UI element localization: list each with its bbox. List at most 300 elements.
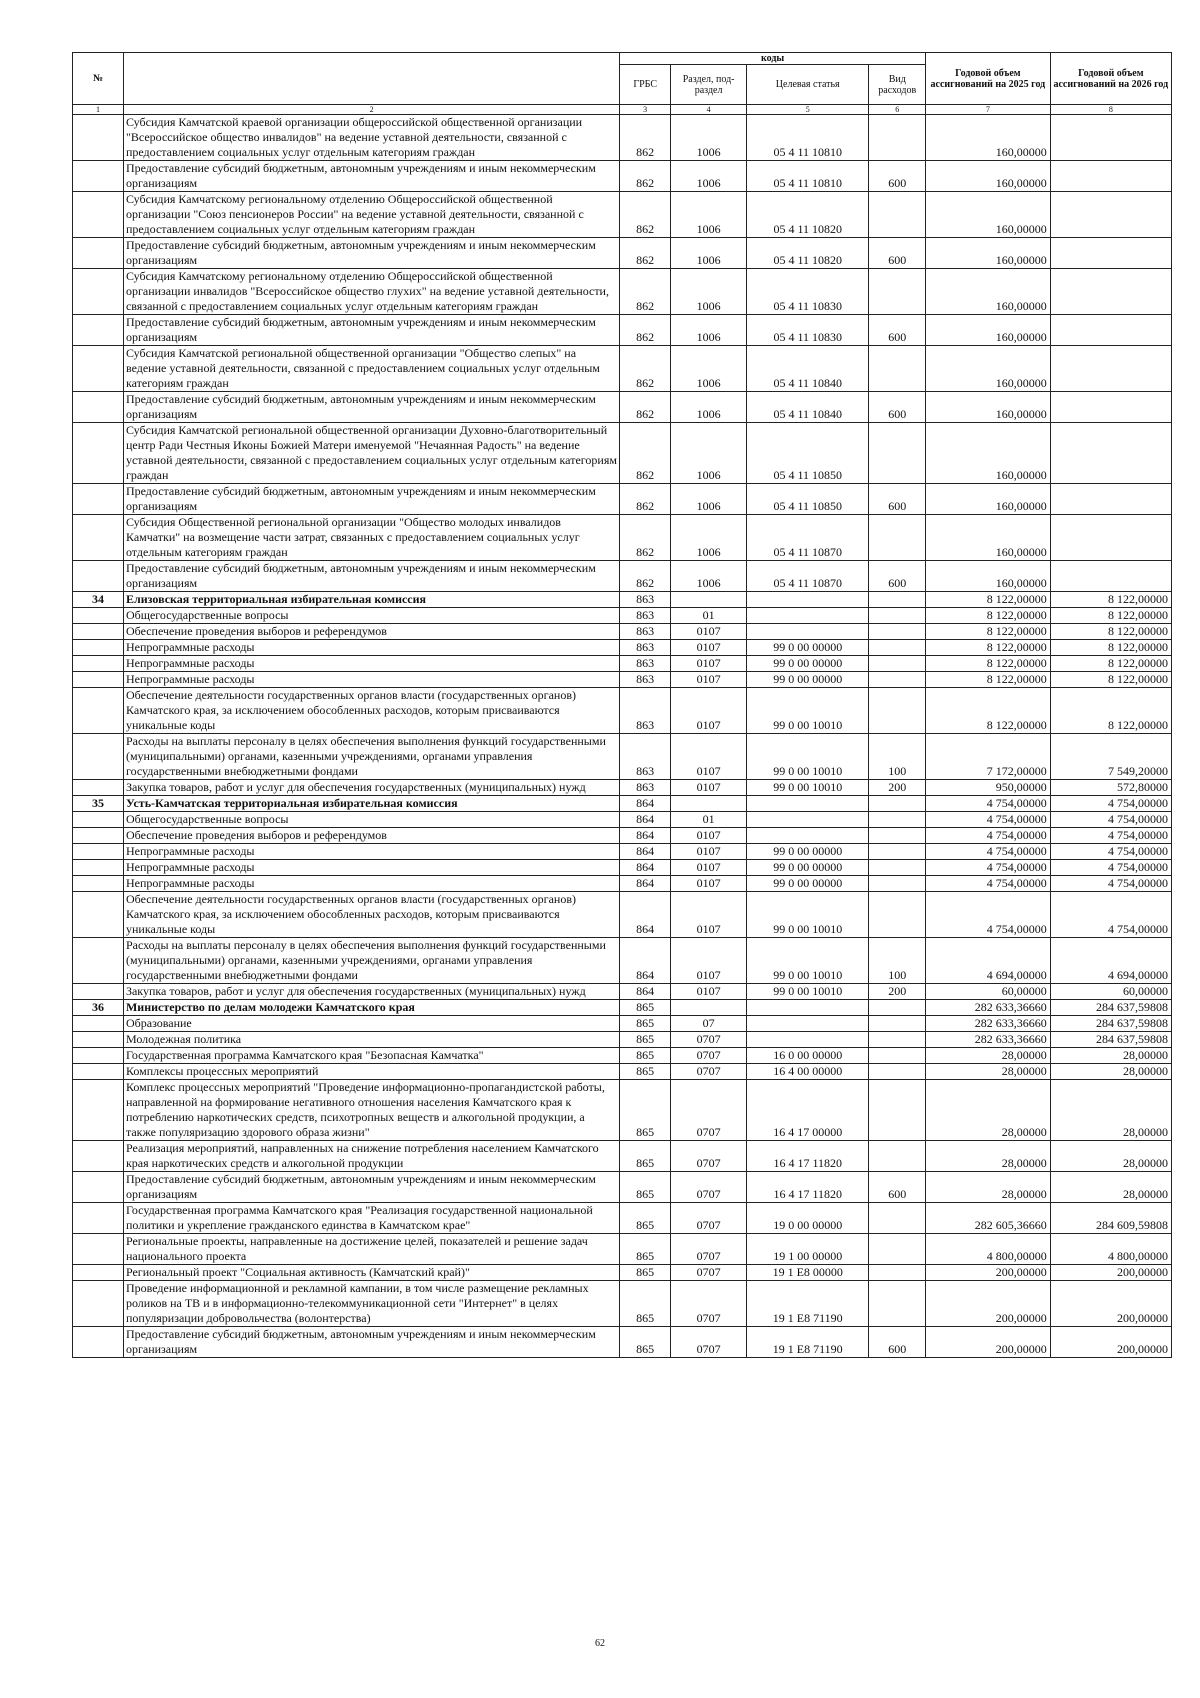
table-row (73, 392, 1172, 423)
row-vid (869, 1141, 926, 1172)
row-vid (869, 1203, 926, 1234)
row-amount-2025: 160,00000 (926, 484, 1051, 515)
table-row (73, 238, 1172, 269)
row-statya: 16 4 17 11820 (747, 1141, 869, 1172)
table-row (73, 561, 1172, 592)
row-name: Субсидия Камчатской краевой организации общероссийской общественной организации "Всероссийское общество инвалидов" на ведение уставной деятельности, связанной с предоставлением социальных услуг отдельным категориям граждан (123, 115, 619, 161)
row-amount-2025: 160,00000 (926, 269, 1051, 315)
row-name: Молодежная политика (123, 1032, 619, 1048)
row-amount-2025: 8 122,00000 (926, 640, 1051, 656)
row-amount-2026 (1050, 192, 1171, 238)
row-vid (869, 269, 926, 315)
row-grbs: 865 (620, 1172, 671, 1203)
row-name: Комплекс процессных мероприятий "Проведение информационно-пропагандистской работы, направленной на формирование негативного отношения населения Камчатского края к потреблению наркотических средств, психотропных веществ и алкогольной продукции, а также популяризацию здорового образа жизни" (123, 1080, 619, 1141)
row-amount-2025: 160,00000 (926, 346, 1051, 392)
row-amount-2026 (1050, 392, 1171, 423)
row-amount-2025: 8 122,00000 (926, 592, 1051, 608)
row-grbs: 862 (620, 238, 671, 269)
row-index (73, 1203, 124, 1234)
row-name: Субсидия Камчатскому региональному отделению Общероссийской общественной организации инвалидов "Всероссийское общество глухих" на ведение уставной деятельности, связанной с предоставлением социальных услуг отдельным категориям граждан (123, 269, 619, 315)
row-amount-2026: 4 754,00000 (1050, 796, 1171, 812)
row-vid: 600 (869, 561, 926, 592)
row-statya (747, 796, 869, 812)
row-amount-2026: 8 122,00000 (1050, 640, 1171, 656)
row-statya (747, 1000, 869, 1016)
row-amount-2025: 160,00000 (926, 561, 1051, 592)
row-vid (869, 115, 926, 161)
colnum: 3 (620, 105, 671, 115)
row-grbs: 863 (620, 624, 671, 640)
row-index (73, 161, 124, 192)
row-name: Предоставление субсидий бюджетным, автономным учреждениям и иным некоммерческим организациям (123, 238, 619, 269)
row-amount-2025: 160,00000 (926, 392, 1051, 423)
row-amount-2025: 4 754,00000 (926, 844, 1051, 860)
table-row (73, 780, 1172, 796)
row-name: Региональные проекты, направленные на достижение целей, показателей и решение задач национального проекта (123, 1234, 619, 1265)
row-grbs: 862 (620, 192, 671, 238)
row-razdel: 0107 (671, 780, 747, 796)
header-2026: Годовой объем ассигнований на 2026 год (1050, 53, 1171, 105)
table-row (73, 844, 1172, 860)
row-vid (869, 656, 926, 672)
row-amount-2025: 28,00000 (926, 1172, 1051, 1203)
row-name: Субсидия Камчатскому региональному отделению Общероссийской общественной организации "Союз пенсионеров России" на ведение уставной деятельности, связанной с предоставлением социальных услуг отдельным категориям граждан (123, 192, 619, 238)
row-index (73, 1172, 124, 1203)
table-row (73, 192, 1172, 238)
row-amount-2025: 950,00000 (926, 780, 1051, 796)
table-body (73, 115, 1172, 1358)
table-row (73, 860, 1172, 876)
row-vid (869, 1281, 926, 1327)
table-row (73, 1265, 1172, 1281)
row-index: 36 (73, 1000, 124, 1016)
row-amount-2026: 200,00000 (1050, 1327, 1171, 1358)
row-razdel: 0107 (671, 984, 747, 1000)
row-grbs: 864 (620, 876, 671, 892)
row-amount-2026: 572,80000 (1050, 780, 1171, 796)
table-row (73, 423, 1172, 484)
row-name: Непрограммные расходы (123, 844, 619, 860)
row-amount-2025: 4 754,00000 (926, 876, 1051, 892)
row-vid: 600 (869, 315, 926, 346)
row-index (73, 1281, 124, 1327)
row-statya: 19 1 E8 71190 (747, 1327, 869, 1358)
row-vid (869, 1234, 926, 1265)
colnum: 5 (747, 105, 869, 115)
row-name: Предоставление субсидий бюджетным, автономным учреждениям и иным некоммерческим организациям (123, 161, 619, 192)
row-vid (869, 1016, 926, 1032)
colnum: 6 (869, 105, 926, 115)
row-index (73, 1048, 124, 1064)
row-vid (869, 688, 926, 734)
table-row (73, 1000, 1172, 1016)
row-amount-2026: 28,00000 (1050, 1064, 1171, 1080)
row-name: Усть-Камчатская территориальная избирательная комиссия (123, 796, 619, 812)
row-name: Общегосударственные вопросы (123, 608, 619, 624)
row-index (73, 315, 124, 346)
row-amount-2025: 8 122,00000 (926, 624, 1051, 640)
row-razdel: 0107 (671, 656, 747, 672)
row-index (73, 624, 124, 640)
row-amount-2026: 284 609,59808 (1050, 1203, 1171, 1234)
row-amount-2025: 4 754,00000 (926, 796, 1051, 812)
row-amount-2026 (1050, 269, 1171, 315)
row-name: Расходы на выплаты персоналу в целях обеспечения выполнения функций государственными (муниципальными) органами, казенными учреждениями, органами управления государственными внебюджетными фондами (123, 938, 619, 984)
table-row (73, 938, 1172, 984)
row-grbs: 864 (620, 828, 671, 844)
row-vid (869, 796, 926, 812)
row-grbs: 864 (620, 984, 671, 1000)
row-statya: 99 0 00 10010 (747, 938, 869, 984)
row-statya: 05 4 11 10850 (747, 423, 869, 484)
row-name: Обеспечение деятельности государственных органов власти (государственных органов) Камчатского края, за исключением обособленных расходов, которым присваиваются уникальные коды (123, 688, 619, 734)
row-razdel: 0107 (671, 624, 747, 640)
row-razdel: 1006 (671, 115, 747, 161)
row-statya: 16 4 17 11820 (747, 1172, 869, 1203)
row-amount-2025: 160,00000 (926, 192, 1051, 238)
row-index (73, 984, 124, 1000)
row-amount-2026 (1050, 484, 1171, 515)
row-index (73, 656, 124, 672)
row-index (73, 423, 124, 484)
row-amount-2026: 4 800,00000 (1050, 1234, 1171, 1265)
row-index (73, 484, 124, 515)
page-number: 62 (595, 1638, 605, 1649)
row-statya: 99 0 00 00000 (747, 656, 869, 672)
row-razdel: 0107 (671, 860, 747, 876)
header-vid: Вид расходов (869, 65, 926, 105)
row-razdel: 0707 (671, 1203, 747, 1234)
row-razdel: 0107 (671, 844, 747, 860)
row-name: Субсидия Камчатской региональной общественной организации Духовно-благотворительный центр Ради Честныя Иконы Божией Матери именуемой "Нечаянная Радость" на ведение уставной деятельности, связанной с предоставлением социальных услуг отдельным категориям граждан (123, 423, 619, 484)
row-amount-2026 (1050, 423, 1171, 484)
row-vid (869, 1000, 926, 1016)
row-amount-2026: 200,00000 (1050, 1265, 1171, 1281)
row-amount-2026: 284 637,59808 (1050, 1016, 1171, 1032)
row-razdel: 0707 (671, 1234, 747, 1265)
row-name: Непрограммные расходы (123, 640, 619, 656)
row-name: Непрограммные расходы (123, 860, 619, 876)
row-grbs: 865 (620, 1234, 671, 1265)
row-razdel: 1006 (671, 269, 747, 315)
row-vid: 100 (869, 938, 926, 984)
row-amount-2025: 8 122,00000 (926, 656, 1051, 672)
row-index (73, 828, 124, 844)
row-vid (869, 860, 926, 876)
table-row (73, 812, 1172, 828)
row-vid (869, 624, 926, 640)
row-razdel (671, 1000, 747, 1016)
row-vid (869, 1265, 926, 1281)
row-vid (869, 672, 926, 688)
row-amount-2026: 28,00000 (1050, 1141, 1171, 1172)
row-vid: 100 (869, 734, 926, 780)
budget-table-sheet (72, 52, 1172, 1358)
row-razdel: 1006 (671, 515, 747, 561)
row-grbs: 865 (620, 1064, 671, 1080)
row-grbs: 865 (620, 1281, 671, 1327)
row-grbs: 862 (620, 269, 671, 315)
table-row (73, 608, 1172, 624)
row-statya: 05 4 11 10840 (747, 346, 869, 392)
row-name: Региональный проект "Социальная активность (Камчатский край)" (123, 1265, 619, 1281)
row-statya: 05 4 11 10810 (747, 161, 869, 192)
row-razdel: 1006 (671, 238, 747, 269)
row-amount-2025: 160,00000 (926, 238, 1051, 269)
row-amount-2025: 282 633,36660 (926, 1032, 1051, 1048)
row-statya: 19 1 00 00000 (747, 1234, 869, 1265)
row-grbs: 862 (620, 161, 671, 192)
row-razdel: 0107 (671, 828, 747, 844)
row-amount-2025: 8 122,00000 (926, 608, 1051, 624)
row-vid (869, 592, 926, 608)
row-grbs: 862 (620, 515, 671, 561)
row-index (73, 1016, 124, 1032)
row-name: Общегосударственные вопросы (123, 812, 619, 828)
row-grbs: 863 (620, 688, 671, 734)
row-grbs: 863 (620, 640, 671, 656)
row-razdel (671, 796, 747, 812)
row-name: Непрограммные расходы (123, 672, 619, 688)
row-razdel: 01 (671, 812, 747, 828)
row-name: Субсидия Камчатской региональной общественной организации "Общество слепых" на ведение уставной деятельности, связанной с предоставлением социальных услуг отдельным категориям граждан (123, 346, 619, 392)
row-statya: 05 4 11 10820 (747, 192, 869, 238)
row-amount-2026: 284 637,59808 (1050, 1000, 1171, 1016)
row-grbs: 863 (620, 592, 671, 608)
row-grbs: 862 (620, 423, 671, 484)
row-statya: 19 1 E8 00000 (747, 1265, 869, 1281)
row-amount-2026 (1050, 346, 1171, 392)
row-razdel: 0707 (671, 1327, 747, 1358)
row-index (73, 688, 124, 734)
row-amount-2025: 200,00000 (926, 1281, 1051, 1327)
colnum: 4 (671, 105, 747, 115)
row-vid: 600 (869, 161, 926, 192)
row-statya: 05 4 11 10820 (747, 238, 869, 269)
table-row (73, 1080, 1172, 1141)
row-amount-2025: 28,00000 (926, 1141, 1051, 1172)
row-amount-2026: 4 754,00000 (1050, 876, 1171, 892)
row-grbs: 862 (620, 484, 671, 515)
row-statya (747, 592, 869, 608)
row-name: Комплексы процессных мероприятий (123, 1064, 619, 1080)
row-amount-2026: 28,00000 (1050, 1080, 1171, 1141)
row-vid (869, 515, 926, 561)
row-vid (869, 876, 926, 892)
row-vid (869, 640, 926, 656)
row-amount-2026: 284 637,59808 (1050, 1032, 1171, 1048)
table-row (73, 1203, 1172, 1234)
row-statya: 99 0 00 00000 (747, 876, 869, 892)
row-index (73, 672, 124, 688)
row-name: Непрограммные расходы (123, 656, 619, 672)
row-vid (869, 608, 926, 624)
row-index (73, 392, 124, 423)
row-razdel: 0707 (671, 1141, 747, 1172)
table-row (73, 1032, 1172, 1048)
row-amount-2026: 200,00000 (1050, 1281, 1171, 1327)
row-vid (869, 844, 926, 860)
colnum: 7 (926, 105, 1051, 115)
row-amount-2025: 4 754,00000 (926, 812, 1051, 828)
row-name: Министерство по делам молодежи Камчатского края (123, 1000, 619, 1016)
row-statya: 16 0 00 00000 (747, 1048, 869, 1064)
row-statya: 99 0 00 10010 (747, 734, 869, 780)
row-index (73, 860, 124, 876)
row-amount-2026: 28,00000 (1050, 1048, 1171, 1064)
header-grbs: ГРБС (620, 65, 671, 105)
row-name: Елизовская территориальная избирательная комиссия (123, 592, 619, 608)
row-index (73, 1141, 124, 1172)
row-vid (869, 1064, 926, 1080)
table-row (73, 1016, 1172, 1032)
row-index (73, 608, 124, 624)
table-row (73, 688, 1172, 734)
row-amount-2025: 28,00000 (926, 1064, 1051, 1080)
table-row (73, 1064, 1172, 1080)
row-statya (747, 1032, 869, 1048)
row-index: 35 (73, 796, 124, 812)
row-grbs: 864 (620, 796, 671, 812)
row-index (73, 346, 124, 392)
table-row (73, 640, 1172, 656)
row-vid: 600 (869, 484, 926, 515)
row-amount-2025: 4 694,00000 (926, 938, 1051, 984)
row-amount-2026: 4 754,00000 (1050, 892, 1171, 938)
row-name: Непрограммные расходы (123, 876, 619, 892)
table-row (73, 161, 1172, 192)
row-statya: 99 0 00 00000 (747, 844, 869, 860)
row-grbs: 863 (620, 656, 671, 672)
row-statya: 99 0 00 10010 (747, 688, 869, 734)
row-amount-2026 (1050, 315, 1171, 346)
row-grbs: 864 (620, 860, 671, 876)
row-razdel: 0107 (671, 688, 747, 734)
row-amount-2025: 160,00000 (926, 515, 1051, 561)
row-statya (747, 608, 869, 624)
row-grbs: 865 (620, 1327, 671, 1358)
row-grbs: 864 (620, 812, 671, 828)
row-grbs: 863 (620, 672, 671, 688)
row-statya: 99 0 00 00000 (747, 672, 869, 688)
row-vid (869, 1032, 926, 1048)
row-grbs: 862 (620, 392, 671, 423)
row-statya: 19 1 E8 71190 (747, 1281, 869, 1327)
row-name: Предоставление субсидий бюджетным, автономным учреждениям и иным некоммерческим организациям (123, 315, 619, 346)
row-index (73, 1032, 124, 1048)
row-statya: 16 4 00 00000 (747, 1064, 869, 1080)
row-statya: 05 4 11 10830 (747, 315, 869, 346)
row-grbs: 862 (620, 115, 671, 161)
row-index (73, 1234, 124, 1265)
table-row (73, 346, 1172, 392)
row-grbs: 863 (620, 780, 671, 796)
row-index: 34 (73, 592, 124, 608)
row-index (73, 561, 124, 592)
row-vid (869, 192, 926, 238)
row-vid (869, 1048, 926, 1064)
row-name: Расходы на выплаты персоналу в целях обеспечения выполнения функций государственными (муниципальными) органами, казенными учреждениями, органами управления государственными внебюджетными фондами (123, 734, 619, 780)
row-razdel: 1006 (671, 484, 747, 515)
row-name: Проведение информационной и рекламной кампании, в том числе размещение рекламных роликов на ТВ и в информационно-телекоммуникационной сети "Интернет" в целях популяризации добровольчества (волонтерства) (123, 1281, 619, 1327)
row-amount-2025: 28,00000 (926, 1080, 1051, 1141)
row-amount-2026 (1050, 238, 1171, 269)
row-amount-2025: 7 172,00000 (926, 734, 1051, 780)
table-row (73, 1172, 1172, 1203)
row-index (73, 515, 124, 561)
row-amount-2026 (1050, 561, 1171, 592)
row-vid: 600 (869, 392, 926, 423)
row-amount-2026: 7 549,20000 (1050, 734, 1171, 780)
row-amount-2025: 4 754,00000 (926, 860, 1051, 876)
row-index (73, 269, 124, 315)
row-index (73, 1265, 124, 1281)
row-amount-2025: 28,00000 (926, 1048, 1051, 1064)
row-name: Государственная программа Камчатского края "Реализация государственной национальной политики и укрепление гражданского единства в Камчатском крае" (123, 1203, 619, 1234)
row-grbs: 865 (620, 1080, 671, 1141)
row-statya (747, 624, 869, 640)
row-index (73, 238, 124, 269)
row-name: Закупка товаров, работ и услуг для обеспечения государственных (муниципальных) нужд (123, 984, 619, 1000)
row-index (73, 192, 124, 238)
row-statya: 05 4 11 10830 (747, 269, 869, 315)
row-grbs: 865 (620, 1203, 671, 1234)
table-row (73, 828, 1172, 844)
row-vid (869, 346, 926, 392)
row-razdel: 07 (671, 1016, 747, 1032)
row-amount-2025: 160,00000 (926, 161, 1051, 192)
row-razdel: 0707 (671, 1281, 747, 1327)
row-index (73, 938, 124, 984)
row-name: Субсидия Общественной региональной организации "Общество молодых инвалидов Камчатки" на возмещение части затрат, связанных с предоставлением социальных услуг отдельным категориям граждан (123, 515, 619, 561)
table-row (73, 1327, 1172, 1358)
row-name: Обеспечение проведения выборов и референдумов (123, 828, 619, 844)
table-row (73, 592, 1172, 608)
table-row (73, 734, 1172, 780)
colnum: 1 (73, 105, 124, 115)
row-vid: 600 (869, 238, 926, 269)
row-razdel (671, 592, 747, 608)
row-statya: 05 4 11 10850 (747, 484, 869, 515)
table-row (73, 115, 1172, 161)
row-amount-2026: 8 122,00000 (1050, 592, 1171, 608)
row-amount-2026: 28,00000 (1050, 1172, 1171, 1203)
row-name: Предоставление субсидий бюджетным, автономным учреждениям и иным некоммерческим организациям (123, 1172, 619, 1203)
header-razdel: Раздел, под-раздел (671, 65, 747, 105)
header-codes: коды (620, 53, 926, 65)
row-amount-2026: 8 122,00000 (1050, 624, 1171, 640)
row-razdel: 1006 (671, 561, 747, 592)
row-amount-2025: 4 800,00000 (926, 1234, 1051, 1265)
row-grbs: 865 (620, 1265, 671, 1281)
row-grbs: 863 (620, 734, 671, 780)
row-vid: 200 (869, 984, 926, 1000)
row-index (73, 812, 124, 828)
row-amount-2025: 160,00000 (926, 115, 1051, 161)
row-razdel: 1006 (671, 315, 747, 346)
table-row (73, 892, 1172, 938)
row-index (73, 780, 124, 796)
row-razdel: 1006 (671, 161, 747, 192)
table-row (73, 624, 1172, 640)
row-grbs: 864 (620, 938, 671, 984)
colnum: 8 (1050, 105, 1171, 115)
row-razdel: 0107 (671, 876, 747, 892)
row-statya: 05 4 11 10810 (747, 115, 869, 161)
row-grbs: 862 (620, 346, 671, 392)
table-row (73, 876, 1172, 892)
row-grbs: 865 (620, 1048, 671, 1064)
